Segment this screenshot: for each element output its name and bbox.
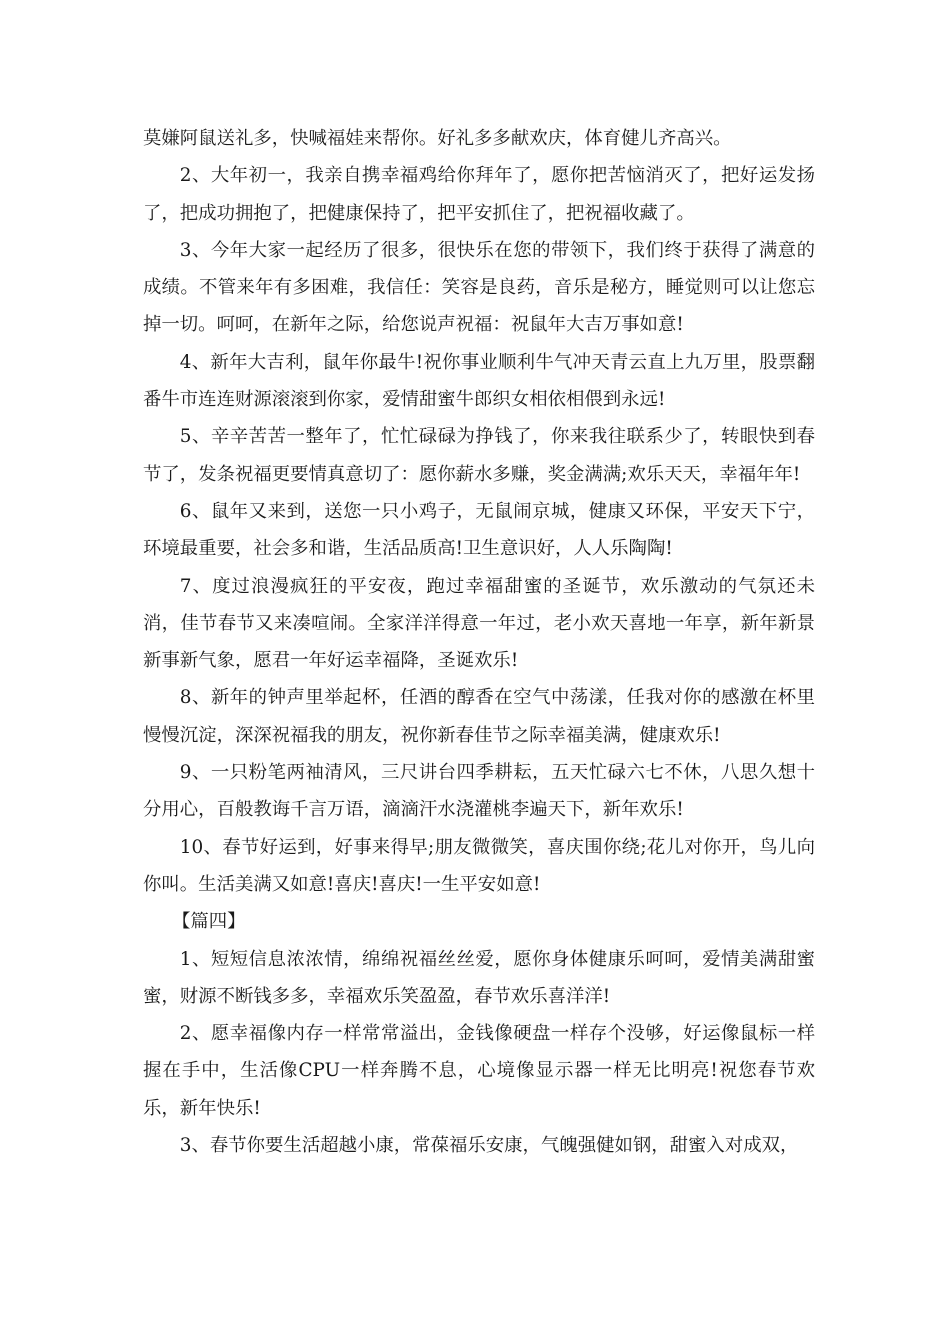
paragraph-item-5: 5、辛辛苦苦一整年了，忙忙碌碌为挣钱了，你来我往联系少了，转眼快到春节了，发条祝福更要情真意切了：愿你薪水多赚，奖金满满;欢乐天天，幸福年年! bbox=[143, 426, 815, 485]
paragraph-item-3: 3、今年大家一起经历了很多，很快乐在您的带领下，我们终于获得了满意的成绩。不管来年有多困难，我信任：笑容是良药，音乐是秘方，睡觉则可以让您忘掉一切。呵呵，在新年之际，给您说声祝福：祝鼠年大吉万事如意! bbox=[143, 239, 815, 336]
paragraph-item-8: 8、新年的钟声里举起杯，任酒的醇香在空气中荡漾，任我对你的感激在杯里慢慢沉淀，深深祝福我的朋友，祝你新春佳节之际幸福美满，健康欢乐! bbox=[143, 687, 815, 746]
paragraph-item-4: 4、新年大吉利，鼠年你最牛!祝你事业顺利牛气冲天青云直上九万里，股票翻番牛市连连财源滚滚到你家，爱情甜蜜牛郎织女相依相偎到永远! bbox=[143, 351, 815, 411]
section-heading: 【篇四】 bbox=[172, 911, 246, 933]
paragraph-item-9: 9、一只粉笔两袖清风，三尺讲台四季耕耘，五天忙碌六七不休，八思久想十分用心，百般教诲千言万语，滴滴汗水浇灌桃李遍天下，新年欢乐! bbox=[143, 762, 815, 821]
paragraph-item-7: 7、度过浪漫疯狂的平安夜，跑过幸福甜蜜的圣诞节，欢乐激动的气氛还未消，佳节春节又来凑喧闹。全家洋洋得意一年过，老小欢天喜地一年享，新年新景新事新气象，愿君一年好运幸福降，圣诞欢乐! bbox=[143, 575, 815, 672]
paragraph-continued: 莫嫌阿鼠送礼多，快喊福娃来帮你。好礼多多献欢庆，体育健儿齐高兴。 bbox=[143, 128, 732, 149]
paragraph-item-10: 10、春节好运到，好事来得早;朋友微微笑，喜庆围你绕;花儿对你开，鸟儿向你叫。生活美满又如意!喜庆!喜庆!一生平安如意! bbox=[143, 836, 815, 895]
section-paragraph-1: 1、短短信息浓浓情，绵绵祝福丝丝爱，愿你身体健康乐呵呵，爱情美满甜蜜蜜，财源不断钱多多，幸福欢乐笑盈盈，春节欢乐喜洋洋! bbox=[143, 948, 815, 1007]
document-page bbox=[143, 120, 815, 1164]
paragraph-item-2: 2、大年初一，我亲自携幸福鸡给你拜年了，愿你把苦恼消灭了，把好运发扬了，把成功拥抱了，把健康保持了，把平安抓住了，把祝福收藏了。 bbox=[143, 165, 815, 224]
paragraph-item-6: 6、鼠年又来到，送您一只小鸡子，无鼠闹京城，健康又环保，平安天下宁，环境最重要，社会多和谐，生活品质高!卫生意识好，人人乐陶陶! bbox=[143, 500, 815, 560]
section-paragraph-2: 2、愿幸福像内存一样常常溢出，金钱像硬盘一样存个没够，好运像鼠标一样握在手中，生活像CPU一样奔腾不息，心境像显示器一样无比明亮!祝您春节欢乐，新年快乐! bbox=[143, 1023, 815, 1119]
section-paragraph-3: 3、春节你要生活超越小康，常葆福乐安康，气魄强健如钢，甜蜜入对成双， bbox=[179, 1135, 799, 1157]
